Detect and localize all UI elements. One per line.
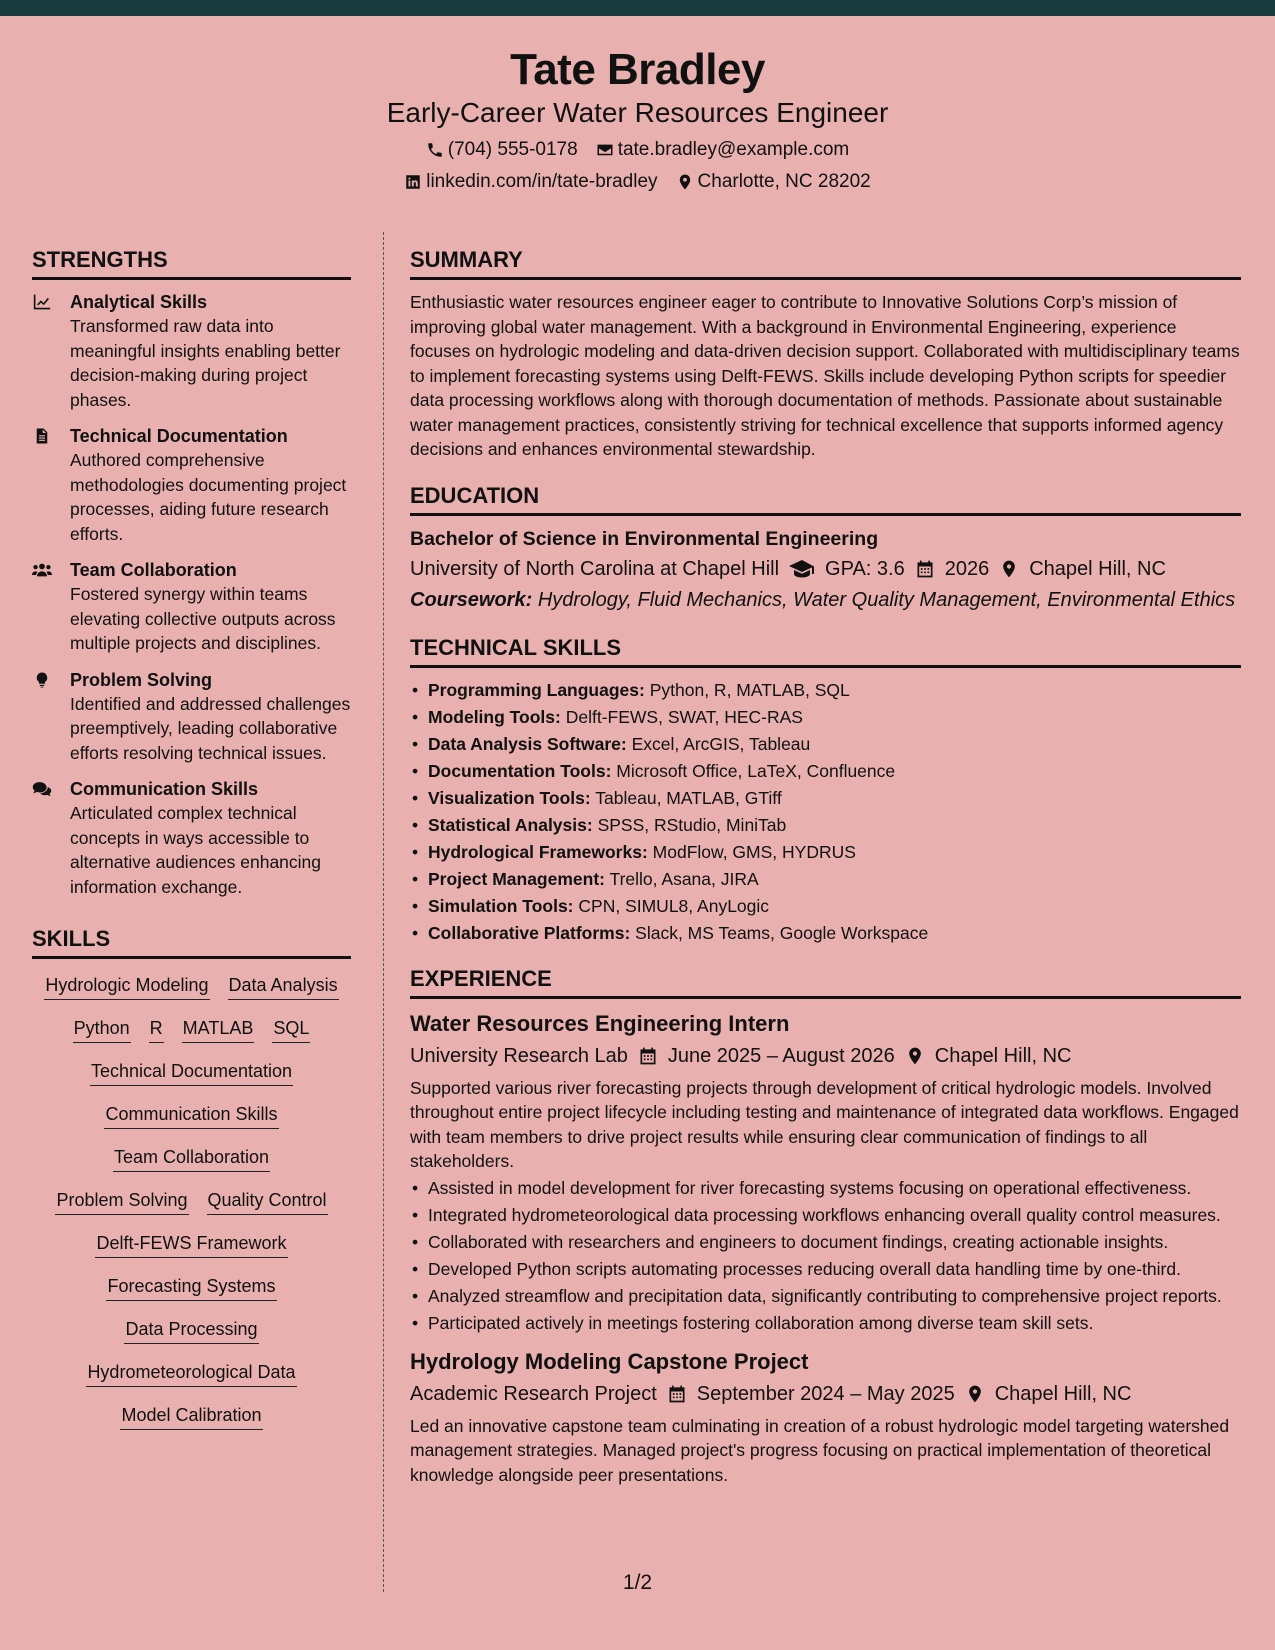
skill-tag: SQL	[272, 1016, 310, 1043]
resume-header	[0, 16, 1275, 204]
skill-row	[32, 1188, 351, 1215]
strength-title: Team Collaboration	[70, 560, 237, 580]
map-pin-icon	[676, 173, 694, 191]
candidate-title: Early-Career Water Resources Engineer	[386, 97, 889, 128]
job-organization: University Research Lab	[410, 1044, 628, 1067]
tech-skill-value: Excel, ArcGIS, Tableau	[631, 733, 811, 754]
map-pin-icon	[965, 1384, 985, 1404]
experience-heading: EXPERIENCE	[410, 965, 1241, 999]
summary-heading: SUMMARY	[410, 246, 1241, 280]
column-divider	[383, 232, 384, 1592]
list-item	[410, 732, 1241, 756]
list-item	[410, 921, 1241, 945]
education-heading: EDUCATION	[410, 482, 1241, 516]
strength-item	[32, 424, 351, 546]
skills-heading: SKILLS	[32, 925, 351, 959]
list-item	[410, 867, 1241, 891]
tech-skill-label: Modeling Tools:	[428, 706, 561, 727]
chart-line-icon	[32, 293, 52, 311]
education-gpa: GPA: 3.6	[825, 557, 905, 580]
lightbulb-icon	[32, 671, 52, 689]
job-dates: June 2025 – August 2026	[667, 1044, 895, 1067]
contact-row-2	[0, 170, 1275, 194]
job-title: Hydrology Modeling Capstone Project	[410, 1348, 809, 1374]
job-description: Supported various river forecasting projects through development of critical hydrologic models. Involved throughout entire project lifecycle including testing and maintenance of integrated data workflows. Engaged with team members to drive project results while ensuring clear communication of findings to all stakeholders.	[410, 1077, 1239, 1171]
job-meta	[410, 1380, 1241, 1408]
skill-row	[32, 1016, 351, 1043]
summary-text: Enthusiastic water resources engineer eager to contribute to Innovative Solutions Corp’s mission of improving global water management. With a background in Environmental Engineering, experience focuses on hydrologic modeling and data-driven decision support. Collaborated with multidisciplinary teams to implement forecasting systems using Delft-FEWS. Skills include developing Python scripts for speedier data processing workflows along with thorough documentation of methods. Passionate about sustainable water management practices, consistently striving for technical excellence that supports informed agency decisions and enhances environmental stewardship.	[410, 292, 1240, 459]
graduation-cap-icon	[789, 559, 815, 579]
tech-skill-label: Project Management:	[428, 868, 605, 889]
tech-skill-value: CPN, SIMUL8, AnyLogic	[578, 895, 770, 916]
phone-text: (704) 555-0178	[447, 139, 578, 160]
skill-row	[32, 1274, 351, 1301]
job-bullets	[410, 1176, 1241, 1335]
skill-row	[32, 1317, 351, 1344]
strength-title: Analytical Skills	[70, 292, 208, 312]
strength-item	[32, 558, 351, 656]
list-item: • Developed Python scripts automating processes reducing overall data handling time by one-third.	[410, 1257, 1241, 1281]
list-item: • Participated actively in meetings fostering collaboration among diverse team skill sets.	[410, 1311, 1241, 1335]
strength-description: Identified and addressed challenges preemptively, leading collaborative efforts resolving technical issues.	[70, 693, 351, 763]
tech-skill-value: Delft-FEWS, SWAT, HEC-RAS	[565, 706, 803, 727]
strength-item	[32, 290, 351, 412]
strength-title: Problem Solving	[70, 669, 213, 690]
document-icon	[32, 427, 52, 445]
coursework-label: Coursework:	[410, 588, 533, 611]
skill-tag: Problem Solving	[55, 1188, 188, 1215]
tech-skill-label: Documentation Tools:	[428, 760, 612, 781]
strength-item	[32, 777, 351, 899]
skill-tag: Data Analysis	[228, 973, 339, 1000]
linkedin-contact[interactable]	[404, 170, 657, 194]
tech-skill-value: Microsoft Office, LaTeX, Confluence	[616, 760, 896, 781]
list-item	[410, 894, 1241, 918]
tech-skill-value: Trello, Asana, JIRA	[609, 868, 759, 889]
experience-entry	[410, 1009, 1241, 1335]
experience-entry	[410, 1347, 1241, 1488]
skill-row	[32, 1059, 351, 1086]
skill-tag: Quality Control	[207, 1188, 328, 1215]
coursework-list: Hydrology, Fluid Mechanics, Water Quality Management, Environmental Ethics	[537, 588, 1236, 611]
location-text: Charlotte, NC 28202	[697, 171, 871, 192]
list-item	[410, 759, 1241, 783]
skill-tag: Delft-FEWS Framework	[95, 1231, 287, 1258]
tech-skill-label: Statistical Analysis:	[428, 814, 593, 835]
list-item	[410, 813, 1241, 837]
skills-tags	[32, 973, 351, 1430]
job-title: Water Resources Engineering Intern	[410, 1010, 790, 1036]
linkedin-text: linkedin.com/in/tate-bradley	[426, 171, 658, 192]
list-item: • Assisted in model development for river forecasting systems focusing on operational effectiveness.	[410, 1176, 1241, 1200]
list-item: • Integrated hydrometeorological data processing workflows enhancing overall quality control measures.	[410, 1203, 1241, 1227]
technical-skills-heading: TECHNICAL SKILLS	[410, 634, 1241, 668]
skill-tag: Team Collaboration	[113, 1145, 270, 1172]
calendar-icon	[667, 1384, 687, 1404]
candidate-name: Tate Bradley	[510, 45, 765, 94]
list-item	[410, 786, 1241, 810]
tech-skill-value: Tableau, MATLAB, GTiff	[595, 787, 782, 808]
skill-tag: Hydrologic Modeling	[44, 973, 209, 1000]
email-text: tate.bradley@example.com	[617, 139, 850, 160]
tech-skill-value: Python, R, MATLAB, SQL	[649, 679, 850, 700]
tech-skill-label: Collaborative Platforms:	[428, 922, 631, 943]
skill-tag: Forecasting Systems	[106, 1274, 276, 1301]
list-item	[410, 840, 1241, 864]
skill-row	[32, 1360, 351, 1387]
job-dates: September 2024 – May 2025	[696, 1382, 955, 1405]
strength-title: Communication Skills	[70, 779, 259, 799]
strength-description: Articulated complex technical concepts in ways accessible to alternative audiences enhancing information exchange.	[70, 803, 322, 897]
education-year: 2026	[944, 557, 990, 580]
strengths-heading: STRENGTHS	[32, 246, 351, 280]
comments-icon	[32, 780, 52, 798]
job-organization: Academic Research Project	[410, 1382, 657, 1405]
phone-icon	[426, 141, 444, 159]
list-item: • Analyzed streamflow and precipitation data, significantly contributing to comprehensive project reports.	[410, 1284, 1241, 1308]
top-accent-bar	[0, 0, 1275, 16]
skill-row	[32, 1102, 351, 1129]
education-degree: Bachelor of Science in Environmental Engineering	[410, 527, 879, 550]
education-location: Chapel Hill, NC	[1029, 557, 1166, 580]
strength-description: Fostered synergy within teams elevating collective outputs across multiple projects and disciplines.	[70, 584, 336, 653]
skill-row	[32, 1145, 351, 1172]
map-pin-icon	[999, 559, 1019, 579]
page-number: 1/2	[622, 1571, 653, 1594]
tech-skill-label: Visualization Tools:	[428, 787, 591, 808]
tech-skill-label: Programming Languages:	[428, 679, 645, 700]
email-contact[interactable]	[596, 138, 850, 162]
skill-tag: Data Processing	[124, 1317, 258, 1344]
skill-tag: MATLAB	[182, 1016, 255, 1043]
tech-skill-value: Slack, MS Teams, Google Workspace	[635, 922, 929, 943]
users-icon	[32, 561, 52, 579]
contact-row-1	[0, 138, 1275, 162]
skill-row	[32, 973, 351, 1000]
job-location: Chapel Hill, NC	[934, 1044, 1072, 1067]
skill-row	[32, 1231, 351, 1258]
strength-description: Transformed raw data into meaningful insights enabling better decision-making during project phases.	[70, 316, 341, 410]
skill-tag: Hydrometeorological Data	[86, 1360, 296, 1387]
education-meta	[410, 555, 1241, 583]
tech-skill-label: Hydrological Frameworks:	[428, 841, 648, 862]
right-column	[410, 246, 1241, 1487]
skill-row	[32, 1403, 351, 1430]
calendar-icon	[915, 559, 935, 579]
skill-tag: Technical Documentation	[90, 1059, 293, 1086]
map-pin-icon	[905, 1046, 925, 1066]
skill-tag: R	[149, 1016, 164, 1043]
job-description: Led an innovative capstone team culminating in creation of a robust hydrologic model targeting watershed management strategies. Managed project's progress focusing on practical implementation of theoretical knowledge alongside peer presentations.	[410, 1415, 1230, 1485]
left-column	[32, 246, 351, 1446]
phone-contact[interactable]	[426, 138, 578, 162]
linkedin-icon	[404, 173, 422, 191]
job-meta	[410, 1042, 1241, 1070]
skill-tag: Communication Skills	[104, 1102, 278, 1129]
location-contact	[676, 170, 871, 194]
tech-skill-value: SPSS, RStudio, MiniTab	[597, 814, 787, 835]
technical-skills-list	[410, 678, 1241, 945]
strength-item	[32, 668, 351, 766]
skill-tag: Python	[73, 1016, 131, 1043]
education-coursework	[410, 586, 1241, 614]
tech-skill-label: Data Analysis Software:	[428, 733, 627, 754]
envelope-icon	[596, 141, 614, 159]
list-item	[410, 678, 1241, 702]
skill-tag: Model Calibration	[120, 1403, 262, 1430]
job-location: Chapel Hill, NC	[994, 1382, 1132, 1405]
education-school: University of North Carolina at Chapel Hill	[410, 557, 780, 580]
list-item: • Collaborated with researchers and engineers to document findings, creating actionable insights.	[410, 1230, 1241, 1254]
calendar-icon	[638, 1046, 658, 1066]
strength-description: Authored comprehensive methodologies documenting project processes, aiding future research efforts.	[70, 450, 347, 544]
strength-title: Technical Documentation	[70, 426, 288, 446]
list-item	[410, 705, 1241, 729]
tech-skill-label: Simulation Tools:	[428, 895, 574, 916]
tech-skill-value: ModFlow, GMS, HYDRUS	[652, 841, 856, 862]
